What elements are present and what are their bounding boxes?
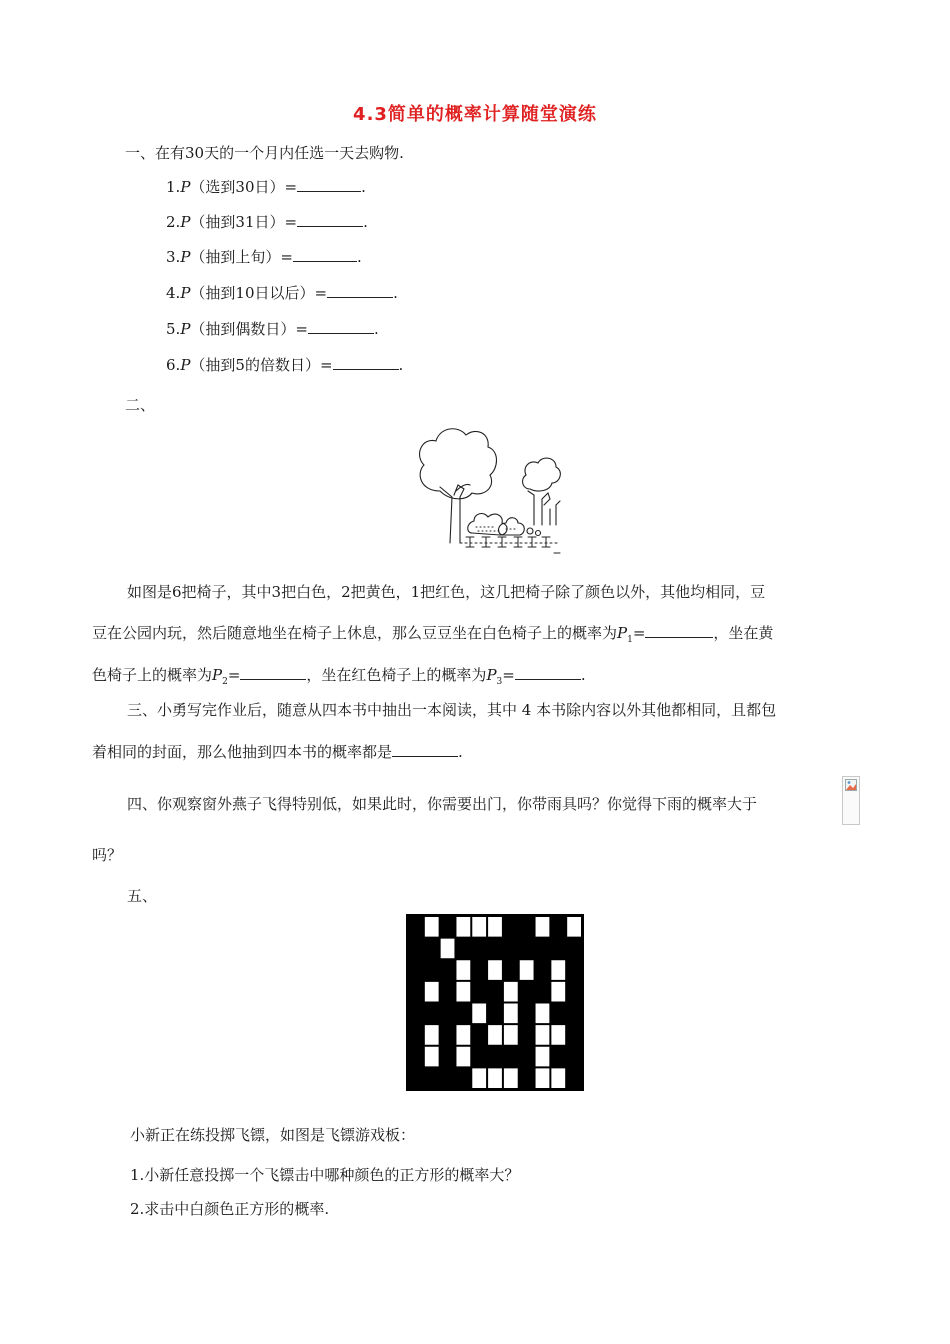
q1-item-number: 2. [166,213,181,231]
q1-item [166,176,366,197]
p2-subscript: 2 [222,677,228,687]
white-square [425,1047,439,1067]
q1-item [166,318,379,339]
black-square [520,982,534,1002]
white-square [536,917,550,937]
black-square [488,1047,502,1067]
p-symbol: P [180,248,191,266]
black-square [409,917,423,937]
white-square [504,1025,518,1045]
p1-subscript: 1 [627,635,633,645]
white-square [536,1068,550,1088]
white-square [488,960,502,980]
p-symbol: P [180,284,191,302]
white-square [551,1068,565,1088]
q1-item-text: （抽到10日以后）= [190,284,328,302]
q3-line1: 三、小勇写完作业后，随意从四本书中抽出一本阅读，其中 4 本书除内容以外其他都相同，且都包 [127,701,777,719]
q2-line2 [92,613,773,661]
black-square [472,1047,486,1067]
black-square [425,939,439,959]
black-square [567,1025,581,1045]
page-title: 4.3简单的概率计算随堂演练 [353,104,597,125]
black-square [441,1047,455,1067]
white-square [536,1004,550,1024]
q2-line2-tail: ，坐在黄 [713,624,774,642]
q1-item [166,211,368,232]
white-square [536,1025,550,1045]
q4-line2: 吗？ [92,846,123,864]
q1-item-end: . [363,213,368,231]
black-square [567,960,581,980]
answer-blank[interactable] [515,667,581,680]
q2-line3-text: 色椅子上的概率为 [92,666,213,684]
black-square [551,917,565,937]
white-square [551,960,565,980]
black-square [536,939,550,959]
black-square [520,1047,534,1067]
black-square [441,1004,455,1024]
black-square [504,960,518,980]
white-square [504,1004,518,1024]
answer-blank[interactable] [327,285,393,298]
answer-blank[interactable] [297,214,363,227]
black-square [441,917,455,937]
q1-item-number: 4. [166,284,181,302]
q3-line2-text: 着相同的封面，那么他抽到四本书的概率都是 [92,743,393,761]
white-square [472,1004,486,1024]
black-square [409,939,423,959]
p3-subscript: 3 [496,677,503,687]
black-square [520,939,534,959]
white-square [425,1025,439,1045]
q1-item-end: . [356,248,362,266]
white-square [425,982,439,1002]
white-square [536,1047,550,1067]
black-square [567,982,581,1002]
q1-item [166,354,403,375]
q1-item-end: . [398,356,404,374]
white-square [441,939,455,959]
black-square [409,1047,423,1067]
dartboard-grid [406,914,584,1091]
black-square [409,1025,423,1045]
q4-line1: 四、你观察窗外燕子飞得特别低，如果此时，你需要出门，你带雨具吗？你觉得下雨的概率大于 [127,795,758,813]
q2-label: 二、 [125,396,156,414]
white-square [567,917,581,937]
black-square [520,1068,534,1088]
q2-line3-end: . [580,666,586,684]
p1-symbol: P [617,624,628,642]
answer-blank[interactable] [333,357,399,370]
black-square [441,982,455,1002]
black-square [425,1004,439,1024]
q2-eq1: = [632,624,646,642]
black-square [472,939,486,959]
q1-item-number: 1. [166,178,181,196]
black-square [425,960,439,980]
white-square [488,1068,502,1088]
black-square [425,1068,439,1088]
black-square [456,1004,470,1024]
black-square [567,1047,581,1067]
black-square [551,939,565,959]
black-square [488,939,502,959]
black-square [472,982,486,1002]
p-symbol: P [180,178,191,196]
black-square [504,1047,518,1067]
black-square [551,1004,565,1024]
black-square [567,1068,581,1088]
q2-eq2: = [227,666,241,684]
white-square [551,1025,565,1045]
q1-item-text: （抽到31日）= [190,213,298,231]
q2-line1: 如图是6把椅子，其中3把白色，2把黄色，1把红色，这几把椅子除了颜色以外，其他均相同，豆 [127,583,766,601]
black-square [567,939,581,959]
p-symbol: P [180,213,191,231]
q1-item-number: 5. [166,320,181,338]
answer-blank[interactable] [645,625,713,638]
p2-symbol: P [212,666,223,684]
black-square [488,982,502,1002]
black-square [504,939,518,959]
q3-line2 [92,732,463,773]
missing-fraction-image [842,776,860,825]
black-square [536,960,550,980]
black-square [441,960,455,980]
black-square [520,1025,534,1045]
answer-blank[interactable] [240,667,306,680]
white-square [456,1047,470,1067]
black-square [409,1068,423,1088]
white-square [425,917,439,937]
black-square [488,1004,502,1024]
black-square [456,939,470,959]
q1-item-text: （选到30日）= [190,178,298,196]
white-square [456,982,470,1002]
black-square [472,1025,486,1045]
black-square [441,1025,455,1045]
white-square [504,982,518,1002]
white-square [551,982,565,1002]
q1-item-end: . [373,320,379,338]
white-square [488,917,502,937]
black-square [409,1004,423,1024]
white-square [456,917,470,937]
q5-line3: 2.求击中白颜色正方形的概率. [130,1200,330,1218]
q5-label: 五、 [127,887,158,905]
black-square [456,1068,470,1088]
white-square [456,960,470,980]
q2-eq3: = [502,666,515,684]
trees-illustration [410,425,570,557]
q1-item-end: . [393,284,398,302]
p3-symbol: P [486,666,497,684]
white-square [456,1025,470,1045]
broken-image-icon [845,779,857,791]
white-square [504,1068,518,1088]
q2-line3-mid: ，坐在红色椅子上的概率为 [306,666,487,684]
black-square [441,1068,455,1088]
white-square [472,917,486,937]
black-square [504,917,518,937]
p-symbol: P [180,320,191,338]
q1-item-text: （抽到5的倍数日）= [190,356,333,374]
q1-intro: 一、在有30天的一个月内任选一天去购物. [125,144,404,162]
q1-item-text: （抽到上旬）= [190,248,293,266]
q2-line2-text: 豆在公园内玩，然后随意地坐在椅子上休息，那么豆豆坐在白色椅子上的概率为 [92,624,618,642]
q1-item-number: 3. [166,248,181,266]
white-square [488,1025,502,1045]
answer-blank[interactable] [293,249,357,262]
p-symbol: P [180,356,191,374]
black-square [520,1004,534,1024]
answer-blank[interactable] [308,321,374,334]
q1-item [166,282,398,303]
black-square [472,960,486,980]
q1-item [166,246,362,267]
q5-line1: 小新正在练投掷飞镖，如图是飞镖游戏板： [130,1126,416,1144]
black-square [567,1004,581,1024]
q1-item-number: 6. [166,356,181,374]
black-square [520,917,534,937]
white-square [520,960,534,980]
white-square [472,1068,486,1088]
black-square [409,982,423,1002]
q3-line2-end: . [458,743,463,761]
answer-blank[interactable] [392,744,458,757]
answer-blank[interactable] [297,179,361,192]
q1-item-text: （抽到偶数日）= [190,320,308,338]
black-square [551,1047,565,1067]
black-square [409,960,423,980]
q5-line2: 1.小新任意投掷一个飞镖击中哪种颜色的正方形的概率大？ [130,1166,520,1184]
q1-item-end: . [361,178,366,196]
black-square [536,982,550,1002]
